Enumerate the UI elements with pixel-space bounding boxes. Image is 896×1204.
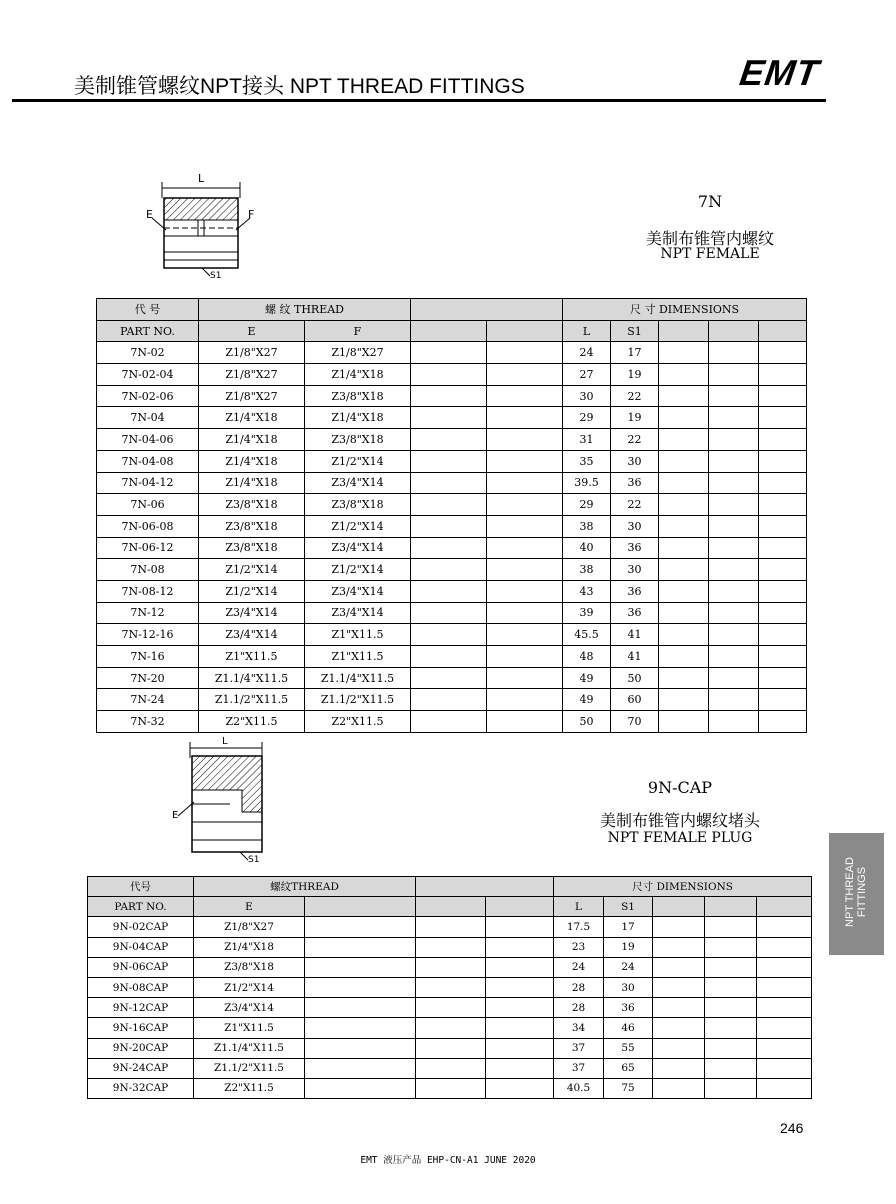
table-cell: Z1/2"X14 — [199, 559, 305, 581]
table-cell: Z1/4"X18 — [199, 407, 305, 429]
table-cell: Z1"X11.5 — [194, 1018, 305, 1038]
table-cell: 24 — [563, 342, 611, 364]
table-row — [97, 602, 807, 624]
9n-cap-drawing — [170, 736, 280, 864]
table-cell: Z1.1/2"X11.5 — [194, 1058, 305, 1078]
table-row — [97, 646, 807, 668]
table-cell: Z3/8"X18 — [199, 515, 305, 537]
section2-name-cn: 美制布锥管内螺纹堵头 — [599, 811, 760, 830]
col-s1-header: S1 — [611, 320, 659, 342]
table-cell: 30 — [611, 559, 659, 581]
table-cell: Z3/8"X18 — [305, 385, 411, 407]
table-row — [97, 450, 807, 472]
table-cell: 7N-02-06 — [97, 385, 199, 407]
table-cell: Z3/8"X18 — [194, 957, 305, 977]
table-cell: 7N-04-08 — [97, 450, 199, 472]
cap-dim-e-label: E — [172, 810, 179, 821]
table-cell: 22 — [611, 429, 659, 451]
table-row — [88, 977, 812, 997]
table-cell: Z3/4"X14 — [305, 602, 411, 624]
table-cell: 17.5 — [554, 917, 604, 937]
table-row — [97, 711, 807, 733]
table-cell: Z3/4"X14 — [199, 624, 305, 646]
col-e-header: E — [199, 320, 305, 342]
section1-name-en: NPT FEMALE — [660, 246, 760, 262]
table-cell: 35 — [563, 450, 611, 472]
table-row — [97, 624, 807, 646]
table-cell: 65 — [604, 1058, 653, 1078]
table-row — [97, 429, 807, 451]
table-cell: 55 — [604, 1038, 653, 1058]
table-cell: Z3/4"X14 — [305, 472, 411, 494]
table-cell: Z3/8"X18 — [305, 429, 411, 451]
cap-col-part-header: PART NO. — [88, 897, 194, 917]
table-cell: 49 — [563, 689, 611, 711]
table-cell: 7N-08 — [97, 559, 199, 581]
table-row — [88, 1038, 812, 1058]
section1-code: 7N — [697, 192, 723, 211]
page-number: 246 — [780, 1120, 804, 1136]
table-cell: 40.5 — [554, 1078, 604, 1098]
table-cell: Z1/4"X18 — [194, 937, 305, 957]
table-cell: 7N-02 — [97, 342, 199, 364]
table-cell: 50 — [563, 711, 611, 733]
col-dims-header: 尺 寸 DIMENSIONS — [563, 299, 807, 321]
cap-dim-s1-label: S1 — [248, 855, 260, 865]
table-row — [97, 689, 807, 711]
table-cell: 7N-04-06 — [97, 429, 199, 451]
side-tab-label: NPT THREAD FITTINGS — [844, 857, 868, 927]
cap-col-s1-header: S1 — [604, 897, 653, 917]
table-row — [88, 957, 812, 977]
table-cell: 7N-08-12 — [97, 580, 199, 602]
col-f-header: F — [305, 320, 411, 342]
table-cell: 9N-24CAP — [88, 1058, 194, 1078]
table-row — [97, 667, 807, 689]
table-row — [97, 472, 807, 494]
table-row — [97, 364, 807, 386]
table-cell: Z1/8"X27 — [199, 385, 305, 407]
table-row — [97, 494, 807, 516]
table-cell: 70 — [611, 711, 659, 733]
table-cell: Z3/8"X18 — [305, 494, 411, 516]
table-cell: Z1"X11.5 — [305, 624, 411, 646]
table-cell: Z2"X11.5 — [199, 711, 305, 733]
table-cell: 36 — [611, 537, 659, 559]
table-cell: 49 — [563, 667, 611, 689]
section2-code: 9N-CAP — [647, 778, 713, 797]
table-cell: 41 — [611, 624, 659, 646]
table-cell: Z3/4"X14 — [305, 537, 411, 559]
table-cell: 24 — [554, 957, 604, 977]
cap-col-thread-header: 螺纹THREAD — [194, 877, 416, 897]
brand-logo: EMT — [737, 52, 822, 93]
table-cell: 40 — [563, 537, 611, 559]
table-cell: Z1.1/4"X11.5 — [305, 667, 411, 689]
table-cell: 19 — [604, 937, 653, 957]
table-cell: 7N-06 — [97, 494, 199, 516]
table-cell: 30 — [604, 977, 653, 997]
table-cell: 22 — [611, 385, 659, 407]
table-cell: 27 — [563, 364, 611, 386]
cap-col-dims-header: 尺寸 DIMENSIONS — [554, 877, 812, 897]
table-cell: Z1/2"X14 — [194, 977, 305, 997]
table-cell: 39 — [563, 602, 611, 624]
table-cell: Z3/8"X18 — [199, 537, 305, 559]
cap-dim-l-label: L — [222, 736, 228, 747]
table-row — [88, 1018, 812, 1038]
dim-e-label: E — [146, 208, 153, 221]
cap-col-e-header: E — [194, 897, 305, 917]
table-cell: 7N-32 — [97, 711, 199, 733]
table-cell: 7N-20 — [97, 667, 199, 689]
dim-f-label: F — [248, 208, 255, 221]
col-thread-header: 螺 纹 THREAD — [199, 299, 411, 321]
table-cell: 9N-32CAP — [88, 1078, 194, 1098]
table-cell: Z1/2"X14 — [305, 559, 411, 581]
table-row — [97, 407, 807, 429]
table-cell: 9N-04CAP — [88, 937, 194, 957]
table-cell: 17 — [604, 917, 653, 937]
table-cell: 7N-12-16 — [97, 624, 199, 646]
section1-name-cn: 美制布锥管内螺纹 — [645, 229, 774, 248]
cap-col-l-header: L — [554, 897, 604, 917]
table-cell: 37 — [554, 1058, 604, 1078]
table-cell: 48 — [563, 646, 611, 668]
col-l-header: L — [563, 320, 611, 342]
table-cell: Z3/8"X18 — [199, 494, 305, 516]
table-cell: 19 — [611, 364, 659, 386]
table-cell: Z1.1/4"X11.5 — [199, 667, 305, 689]
table-cell: 9N-06CAP — [88, 957, 194, 977]
table-cell: 9N-20CAP — [88, 1038, 194, 1058]
table-row — [97, 385, 807, 407]
table-cell: 60 — [611, 689, 659, 711]
table-cell: 36 — [611, 602, 659, 624]
table-cell: 7N-04 — [97, 407, 199, 429]
7n-spec-table — [96, 298, 807, 733]
dim-l-label: L — [198, 172, 205, 185]
table-cell: 7N-24 — [97, 689, 199, 711]
table-cell: 9N-12CAP — [88, 998, 194, 1018]
table-cell: Z2"X11.5 — [305, 711, 411, 733]
table-cell: 45.5 — [563, 624, 611, 646]
table-row — [88, 917, 812, 937]
table-cell: Z3/4"X14 — [194, 998, 305, 1018]
table-cell: 43 — [563, 580, 611, 602]
table-cell: Z1/4"X18 — [305, 407, 411, 429]
table-cell: 24 — [604, 957, 653, 977]
table-cell: 7N-06-12 — [97, 537, 199, 559]
table-cell: 7N-02-04 — [97, 364, 199, 386]
table-cell: Z1/8"X27 — [199, 342, 305, 364]
table-cell: 7N-06-08 — [97, 515, 199, 537]
table-cell: Z2"X11.5 — [194, 1078, 305, 1098]
table-cell: 9N-16CAP — [88, 1018, 194, 1038]
table-cell: 39.5 — [563, 472, 611, 494]
table-row — [97, 342, 807, 364]
9n-cap-spec-table — [87, 876, 812, 1099]
table-cell: 28 — [554, 977, 604, 997]
table-cell: 19 — [611, 407, 659, 429]
table-cell: Z3/4"X14 — [199, 602, 305, 624]
dim-s1-label: S1 — [210, 271, 222, 281]
page-title: 美制锥管螺纹NPT接头 NPT THREAD FITTINGS — [74, 75, 525, 98]
table-cell: 37 — [554, 1038, 604, 1058]
table-cell: 41 — [611, 646, 659, 668]
cap-col-code-header: 代号 — [88, 877, 194, 897]
table-cell: 31 — [563, 429, 611, 451]
table-row — [88, 998, 812, 1018]
table-cell: Z1/4"X18 — [199, 472, 305, 494]
col-part-header: PART NO. — [97, 320, 199, 342]
table-cell: Z1"X11.5 — [305, 646, 411, 668]
table-cell: 7N-12 — [97, 602, 199, 624]
table-cell: 29 — [563, 407, 611, 429]
table-row — [97, 537, 807, 559]
col-code-header: 代 号 — [97, 299, 199, 321]
table-cell: Z1/8"X27 — [199, 364, 305, 386]
table-cell: 30 — [563, 385, 611, 407]
table-cell: Z1/4"X18 — [199, 450, 305, 472]
table-cell: Z1.1/4"X11.5 — [194, 1038, 305, 1058]
table-cell: Z1/2"X14 — [305, 450, 411, 472]
table-cell: Z3/4"X14 — [305, 580, 411, 602]
table-cell: 38 — [563, 515, 611, 537]
table-cell: 46 — [604, 1018, 653, 1038]
table-cell: 17 — [611, 342, 659, 364]
table-cell: Z1/4"X18 — [305, 364, 411, 386]
table-cell: Z1/8"X27 — [194, 917, 305, 937]
table-cell: 9N-08CAP — [88, 977, 194, 997]
table-cell: 34 — [554, 1018, 604, 1038]
table-row — [97, 559, 807, 581]
footer-text: EMT 液压产品 EHP-CN-A1 JUNE 2020 — [360, 1155, 536, 1166]
table-row — [97, 580, 807, 602]
table-cell: 38 — [563, 559, 611, 581]
table-cell: 9N-02CAP — [88, 917, 194, 937]
table-row — [88, 1058, 812, 1078]
table-cell: Z1.1/2"X11.5 — [305, 689, 411, 711]
table-row — [88, 1078, 812, 1098]
table-cell: 22 — [611, 494, 659, 516]
table-cell: 36 — [611, 472, 659, 494]
table-row — [88, 937, 812, 957]
table-cell: 75 — [604, 1078, 653, 1098]
header-rule — [12, 99, 826, 102]
table-cell: 36 — [604, 998, 653, 1018]
table-cell: Z1/4"X18 — [199, 429, 305, 451]
table-cell: 23 — [554, 937, 604, 957]
table-cell: Z1"X11.5 — [199, 646, 305, 668]
table-cell: 36 — [611, 580, 659, 602]
table-cell: 30 — [611, 450, 659, 472]
table-cell: 29 — [563, 494, 611, 516]
7n-fitting-drawing — [140, 168, 255, 281]
table-cell: 28 — [554, 998, 604, 1018]
table-cell: 7N-04-12 — [97, 472, 199, 494]
table-cell: Z1/8"X27 — [305, 342, 411, 364]
table-cell: 30 — [611, 515, 659, 537]
table-cell: Z1/2"X14 — [305, 515, 411, 537]
table-cell: 7N-16 — [97, 646, 199, 668]
table-row — [97, 515, 807, 537]
table-cell: Z1.1/2"X11.5 — [199, 689, 305, 711]
section2-name-en: NPT FEMALE PLUG — [607, 830, 753, 846]
table-cell: 50 — [611, 667, 659, 689]
table-cell: Z1/2"X14 — [199, 580, 305, 602]
